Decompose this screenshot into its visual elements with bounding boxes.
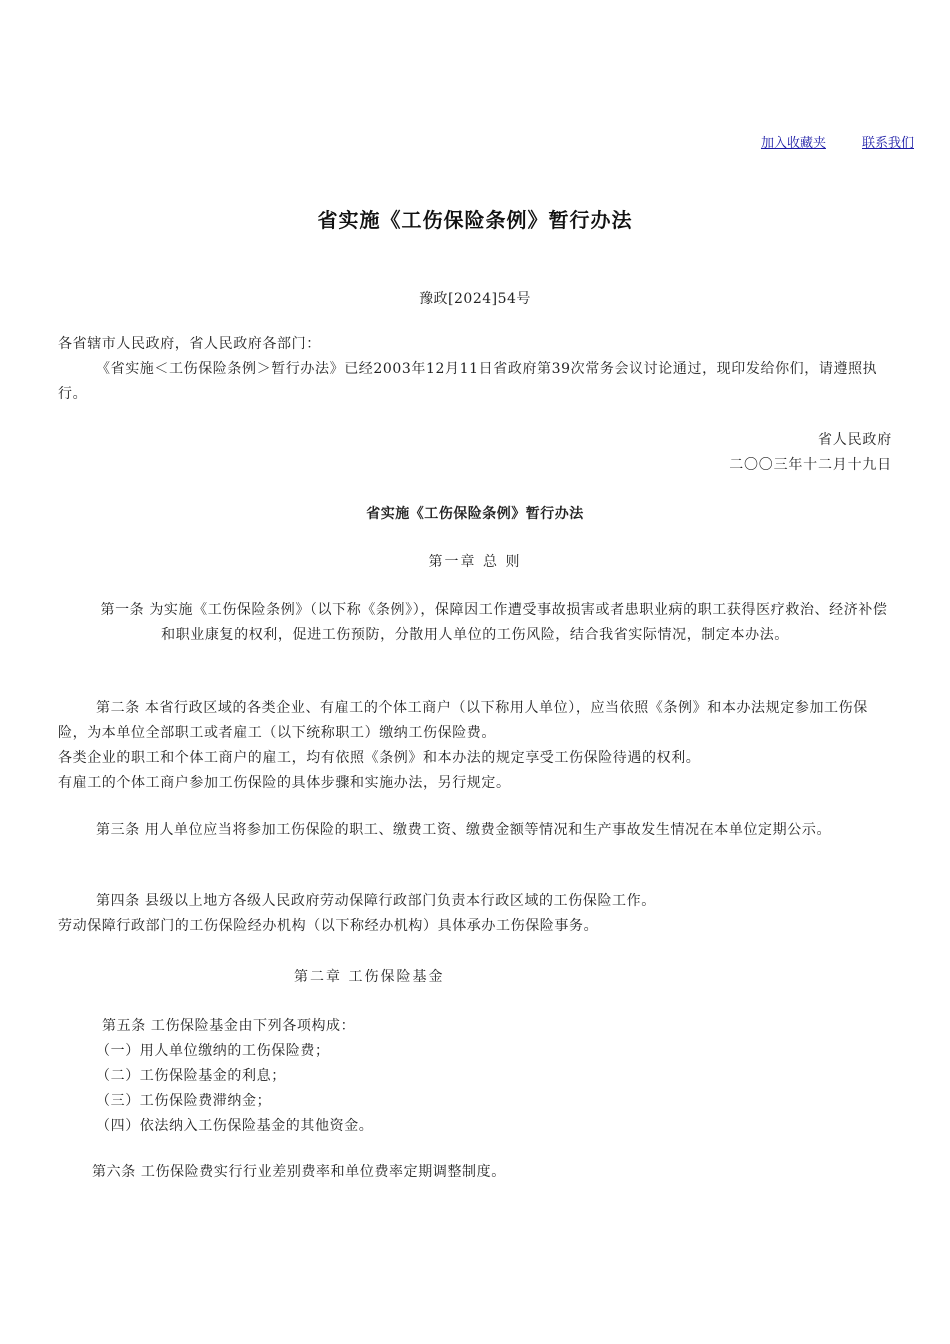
signature-block [729,428,892,478]
article-1: 第一条 为实施《工伤保险条例》（以下称《条例》），保障因工作遭受事故损害或者患职业病的职工获得医疗救治、经济补偿和职业康复的权利，促进工伤预防，分散用人单位的工伤风险，结合我省实际情况，制定本办法。 [100,602,888,643]
document-number: 豫政[2024]54号 [419,291,531,307]
chapter-2-heading: 第二章 工伤保险基金 [294,969,445,985]
article-5-item: （二）工伤保险基金的利息； [96,1068,286,1084]
article-6: 第六条 工伤保险费实行行业差别费率和单位费率定期调整制度。 [92,1164,506,1180]
issuer: 省人民政府 [818,432,892,448]
article-5-head: 第五条 工伤保险基金由下列各项构成： [102,1018,356,1034]
article-3: 第三条 用人单位应当将参加工伤保险的职工、缴费工资、缴费金额等情况和生产事故发生情况在本单位定期公示。 [96,822,832,838]
article-2-paragraph: 有雇工的个体工商户参加工伤保险的具体步骤和实施办法，另行规定。 [58,775,511,791]
article-2-paragraph: 各类企业的职工和个体工商户的雇工，均有依照《条例》和本办法的规定享受工伤保险待遇的权利。 [58,750,701,766]
article-2-paragraph: 第二条 本省行政区域的各类企业、有雇工的个体工商户（以下称用人单位），应当依照《条例》和本办法规定参加工伤保险，为本单位全部职工或者雇工（以下统称职工）缴纳工伤保险费。 [58,700,868,741]
article-5-item: （一）用人单位缴纳的工伤保险费； [96,1043,330,1059]
article-4-paragraph: 第四条 县级以上地方各级人民政府劳动保障行政部门负责本行政区域的工伤保险工作。 [96,893,656,909]
chapter-1-heading: 第一章 总 则 [428,554,522,570]
page-title: 省实施《工伤保险条例》暂行办法 [317,208,633,232]
regulation-title: 省实施《工伤保险条例》暂行办法 [366,506,584,522]
add-favorite-link[interactable]: 加入收藏夹 [760,136,826,151]
notice-text: 《省实施＜工伤保险条例＞暂行办法》已经2003年12月11日省政府第39次常务会议讨论通过，现印发给你们，请遵照执行。 [58,361,878,402]
article-2 [58,696,892,796]
notice-block [58,332,892,407]
article-4 [58,889,892,939]
top-links [761,132,914,151]
contact-us-link[interactable]: 联系我们 [861,136,914,151]
article-5-item: （四）依法纳入工伤保险基金的其他资金。 [96,1118,374,1134]
article-5 [96,1014,876,1139]
article-4-paragraph: 劳动保障行政部门的工伤保险经办机构（以下称经办机构）具体承办工伤保险事务。 [58,918,599,934]
salutation: 各省辖市人民政府，省人民政府各部门： [58,336,321,352]
issue-date: 二〇〇三年十二月十九日 [729,457,892,473]
article-5-item: （三）工伤保险费滞纳金； [96,1093,272,1109]
